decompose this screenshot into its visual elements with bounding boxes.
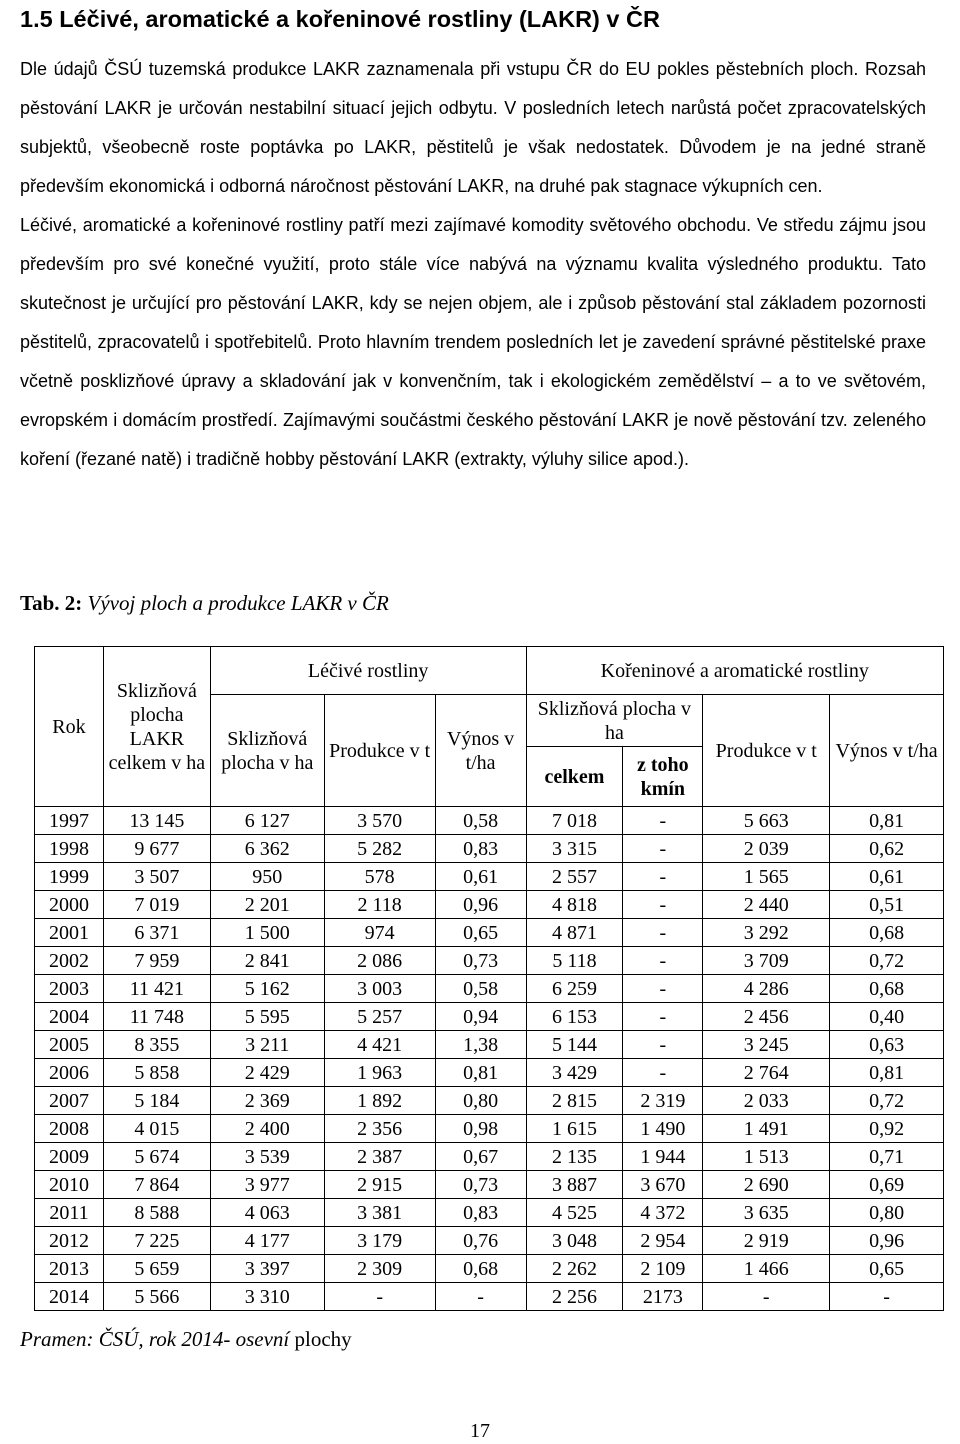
header-medicinal-yield: Výnos v t/ha [435,695,526,807]
table-cell: 0,65 [830,1255,944,1283]
table-cell: 0,73 [435,947,526,975]
table-cell: 5 674 [103,1143,210,1171]
table-cell: 0,80 [435,1087,526,1115]
table-cell: 13 145 [103,807,210,835]
table-cell: 4 063 [210,1199,324,1227]
table-cell: - [623,1031,703,1059]
table-cell: - [623,1059,703,1087]
table-cell: 7 019 [103,891,210,919]
table-cell: 1 892 [324,1087,435,1115]
header-total-area: Sklizňová plocha LAKR celkem v ha [103,647,210,807]
table-cell: 5 257 [324,1003,435,1031]
table-cell: 0,67 [435,1143,526,1171]
table-cell: 2 369 [210,1087,324,1115]
table-cell: 4 421 [324,1031,435,1059]
table-cell: 2 033 [703,1087,830,1115]
table-cell: 7 959 [103,947,210,975]
table-row [35,1227,944,1255]
table-cell: - [623,919,703,947]
table-cell: 2 109 [623,1255,703,1283]
table-row [35,1171,944,1199]
table-cell: 3 245 [703,1031,830,1059]
header-spice-area-caraway: z toho kmín [623,747,703,807]
table-cell: 2173 [623,1283,703,1311]
paragraph: Dle údajů ČSÚ tuzemská produkce LAKR zaznamenala při vstupu ČR do EU pokles pěstebních ploch. Rozsah pěstování LAKR je určován nestabilní situací jejich odbytu. V posledních letech narůstá počet zpracovatelských subjektů, všeobecně roste poptávka po LAKR, pěstitelů je však nedostatek. Důvodem je na jedné straně především ekonomická i odborná náročnost pěstování LAKR, na druhé pak stagnace výkupních cen. [20,59,926,196]
table-cell: - [324,1283,435,1311]
table-cell: 2010 [35,1171,104,1199]
table-cell: - [623,807,703,835]
table-cell: 9 677 [103,835,210,863]
table-row [35,835,944,863]
table-cell: 2005 [35,1031,104,1059]
table-cell: 4 871 [526,919,623,947]
table-row [35,1003,944,1031]
table-cell: 2 400 [210,1115,324,1143]
table-cell: 3 048 [526,1227,623,1255]
table-cell: 0,62 [830,835,944,863]
table-cell: 3 977 [210,1171,324,1199]
table-cell: 7 864 [103,1171,210,1199]
table-cell: 3 179 [324,1227,435,1255]
table-row [35,891,944,919]
table-cell: 0,58 [435,975,526,1003]
table-cell: 2007 [35,1087,104,1115]
table-cell: 7 225 [103,1227,210,1255]
table-cell: 2 557 [526,863,623,891]
header-spice-area-total: celkem [526,747,623,807]
table-cell: 974 [324,919,435,947]
table-cell: 2 915 [324,1171,435,1199]
table-row [35,1115,944,1143]
table-cell: 1 500 [210,919,324,947]
table-cell: 5 184 [103,1087,210,1115]
source-note [20,1324,352,1354]
table-cell: 3 003 [324,975,435,1003]
table-cell: 2014 [35,1283,104,1311]
table-cell: 2 356 [324,1115,435,1143]
table-cell: 2003 [35,975,104,1003]
table-row [35,863,944,891]
table-cell: 0,81 [830,1059,944,1087]
table-cell: 0,83 [435,1199,526,1227]
table-row [35,1087,944,1115]
table-cell: 5 162 [210,975,324,1003]
table-cell: 1999 [35,863,104,891]
table-cell: 3 315 [526,835,623,863]
header-spice-production: Produkce v t [703,695,830,807]
table-cell: 3 211 [210,1031,324,1059]
table-cell: 8 588 [103,1199,210,1227]
table-cell: 1,38 [435,1031,526,1059]
table-cell: - [623,863,703,891]
table-caption-title: Vývoj ploch a produkce LAKR v ČR [87,591,389,615]
table-cell: 2008 [35,1115,104,1143]
paragraph: Léčivé, aromatické a kořeninové rostliny patří mezi zajímavé komodity světového obchodu. Ve středu zájmu jsou především pro své konečné využití, proto stále více nabývá na významu kvalita výsledného produktu. Tato skutečnost je určující pro pěstování LAKR, kdy se nejen objem, ale i způsob pěstování stal základem pozornosti pěstitelů, zpracovatelů i spotřebitelů. Proto hlavním trendem posledních let je zavedení správné pěstitelské praxe včetně posklizňové úpravy a skladování jak v konvenčním, tak i ekologickém zemědělství – a to ve světovém, evropském i domácím prostředí. Zajímavými součástmi českého pěstování LAKR je nově pěstování tzv. zeleného koření (řezané natě) i tradičně hobby pěstování LAKR (extrakty, výluhy silice apod.). [20,215,926,469]
table-cell: 5 566 [103,1283,210,1311]
table-row [35,1059,944,1087]
table-cell: 0,92 [830,1115,944,1143]
table-cell: 11 421 [103,975,210,1003]
table-cell: 4 818 [526,891,623,919]
table-cell: 0,72 [830,1087,944,1115]
table-row [35,975,944,1003]
table-cell: 2004 [35,1003,104,1031]
source-plain: plochy [289,1327,352,1351]
table-cell: 5 858 [103,1059,210,1087]
table-cell: 0,81 [435,1059,526,1087]
table-cell: 2006 [35,1059,104,1087]
table-cell: 1997 [35,807,104,835]
table-cell: 2002 [35,947,104,975]
table-cell: 3 310 [210,1283,324,1311]
table-cell: - [623,947,703,975]
table-cell: 6 371 [103,919,210,947]
table-cell: 4 286 [703,975,830,1003]
table-cell: 1 513 [703,1143,830,1171]
table-cell: 2 309 [324,1255,435,1283]
table-cell: 2 690 [703,1171,830,1199]
table-cell: 3 292 [703,919,830,947]
table-cell: 4 015 [103,1115,210,1143]
table-cell: 3 539 [210,1143,324,1171]
table-cell: 2 201 [210,891,324,919]
table-cell: 0,81 [830,807,944,835]
table-cell: 0,83 [435,835,526,863]
table-cell: 5 663 [703,807,830,835]
table-cell: 5 282 [324,835,435,863]
table-cell: - [623,1003,703,1031]
table-cell: - [830,1283,944,1311]
table-cell: 6 127 [210,807,324,835]
table-cell: 1 490 [623,1115,703,1143]
table-cell: 1998 [35,835,104,863]
table-cell: 0,98 [435,1115,526,1143]
production-table [34,646,944,1311]
table-cell: 0,68 [830,919,944,947]
table-cell: 2 764 [703,1059,830,1087]
table-cell: 5 659 [103,1255,210,1283]
table-cell: - [623,835,703,863]
table-cell: 2 456 [703,1003,830,1031]
source-italic: Pramen: ČSÚ, rok 2014- osevní [20,1327,290,1351]
table-cell: 3 397 [210,1255,324,1283]
table-row [35,1199,944,1227]
body-text [20,50,926,479]
table-cell: 2 256 [526,1283,623,1311]
table-cell: - [703,1283,830,1311]
table-cell: 0,58 [435,807,526,835]
table-cell: 7 018 [526,807,623,835]
table-cell: 0,96 [830,1227,944,1255]
table-cell: 3 709 [703,947,830,975]
table-cell: 0,65 [435,919,526,947]
table-cell: 2 039 [703,835,830,863]
table-cell: 0,76 [435,1227,526,1255]
table-cell: - [623,891,703,919]
table-cell: 1 963 [324,1059,435,1087]
table-cell: 3 570 [324,807,435,835]
page-number: 17 [470,1420,490,1442]
header-medicinal-production: Produkce v t [324,695,435,807]
header-spice-yield: Výnos v t/ha [830,695,944,807]
table-cell: 2 319 [623,1087,703,1115]
table-cell: - [623,975,703,1003]
table-cell: 2 086 [324,947,435,975]
table-cell: 1 466 [703,1255,830,1283]
table-cell: 0,51 [830,891,944,919]
table-row [35,807,944,835]
header-group-medicinal: Léčivé rostliny [210,647,526,695]
table-cell: 0,40 [830,1003,944,1031]
table-cell: 578 [324,863,435,891]
table-cell: 1 615 [526,1115,623,1143]
table-cell: 2 262 [526,1255,623,1283]
table-cell: 2000 [35,891,104,919]
table-cell: 0,69 [830,1171,944,1199]
table-cell: 2 387 [324,1143,435,1171]
header-year: Rok [35,647,104,807]
table-cell: 1 944 [623,1143,703,1171]
table-cell: 5 144 [526,1031,623,1059]
table-cell: 3 635 [703,1199,830,1227]
table-cell: 2012 [35,1227,104,1255]
table-cell: 0,94 [435,1003,526,1031]
table-cell: 0,80 [830,1199,944,1227]
section-heading: 1.5 Léčivé, aromatické a kořeninové rostliny (LAKR) v ČR [20,6,660,32]
table-cell: 950 [210,863,324,891]
table-cell: 0,61 [435,863,526,891]
table-cell: 3 381 [324,1199,435,1227]
table-cell: 2 954 [623,1227,703,1255]
table-row [35,1255,944,1283]
table-cell: 2 815 [526,1087,623,1115]
table-cell: 0,68 [830,975,944,1003]
table-cell: 2 135 [526,1143,623,1171]
table-cell: 2 440 [703,891,830,919]
table-caption-label: Tab. 2: [20,591,83,615]
table-cell: 2001 [35,919,104,947]
header-spice-area: Sklizňová plocha v ha [526,695,703,747]
table-cell: 6 362 [210,835,324,863]
table-cell: 3 507 [103,863,210,891]
table-cell: 2011 [35,1199,104,1227]
table-cell: 0,61 [830,863,944,891]
table-cell: 0,63 [830,1031,944,1059]
table-cell: 4 177 [210,1227,324,1255]
table-cell: 2 118 [324,891,435,919]
table-cell: 0,71 [830,1143,944,1171]
table-cell: - [435,1283,526,1311]
table-cell: 4 372 [623,1199,703,1227]
table-row [35,947,944,975]
table-row [35,1283,944,1311]
table-cell: 0,73 [435,1171,526,1199]
table-cell: 11 748 [103,1003,210,1031]
header-medicinal-area: Sklizňová plocha v ha [210,695,324,807]
table-row [35,919,944,947]
table-cell: 4 525 [526,1199,623,1227]
table-cell: 0,68 [435,1255,526,1283]
table-row [35,1031,944,1059]
table-cell: 6 153 [526,1003,623,1031]
table-cell: 0,72 [830,947,944,975]
table-cell: 1 491 [703,1115,830,1143]
table-cell: 3 887 [526,1171,623,1199]
table-cell: 3 670 [623,1171,703,1199]
table-cell: 5 595 [210,1003,324,1031]
table-row [35,1143,944,1171]
table-cell: 6 259 [526,975,623,1003]
table-cell: 2 429 [210,1059,324,1087]
table-caption [20,586,389,620]
table-cell: 1 565 [703,863,830,891]
header-group-spice: Kořeninové a aromatické rostliny [526,647,944,695]
table-cell: 3 429 [526,1059,623,1087]
table-cell: 2013 [35,1255,104,1283]
table-cell: 2009 [35,1143,104,1171]
table-cell: 8 355 [103,1031,210,1059]
table-cell: 0,96 [435,891,526,919]
table-cell: 5 118 [526,947,623,975]
table-cell: 2 919 [703,1227,830,1255]
table-cell: 2 841 [210,947,324,975]
